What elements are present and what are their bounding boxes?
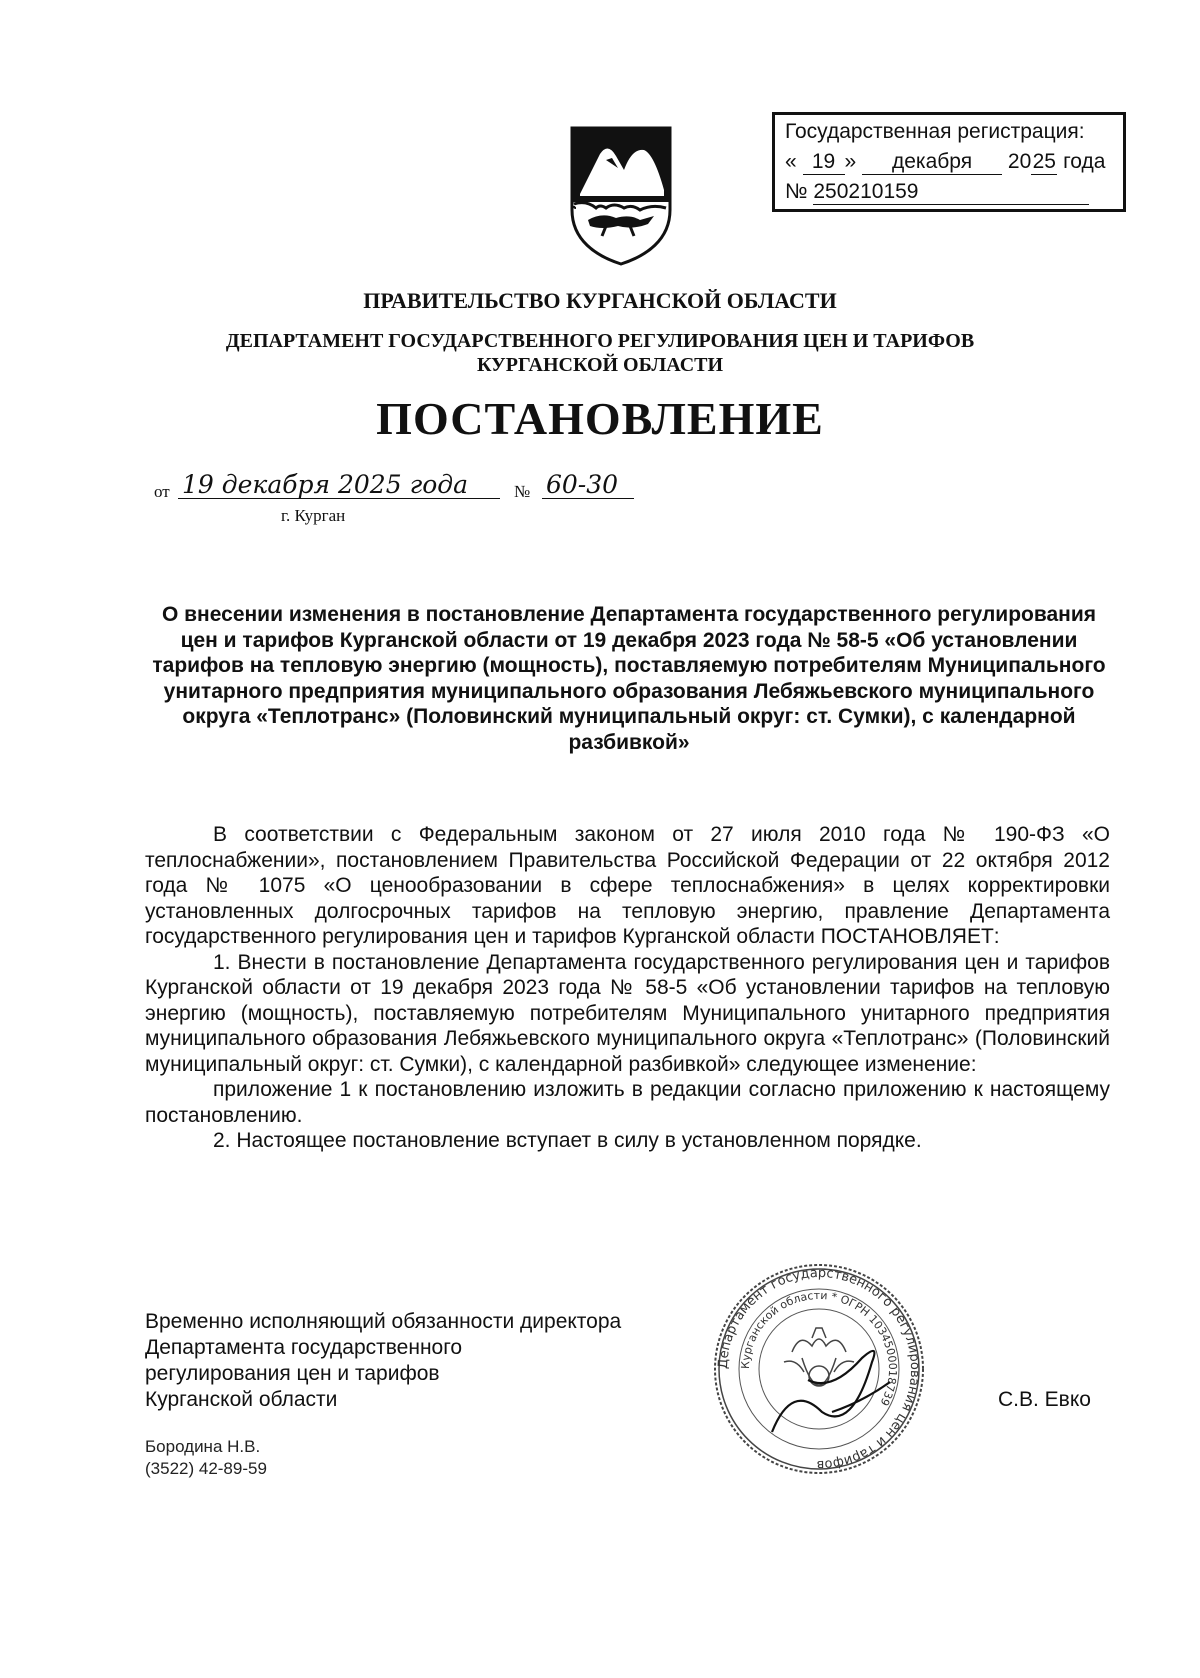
signature-scribble — [772, 1351, 890, 1432]
seal-inner-text: Курганской области * ОГРН 1034500018739 — [738, 1288, 900, 1408]
registration-year: 25 — [1032, 150, 1056, 173]
registration-stamp — [772, 112, 1126, 212]
official-seal — [712, 1262, 926, 1476]
department-heading: ДЕПАРТАМЕНТ ГОСУДАРСТВЕННОГО РЕГУЛИРОВАНИЯ ЦЕН И ТАРИФОВ — [225, 330, 975, 352]
number-label: № — [514, 482, 531, 501]
preamble-paragraph: В соответствии с Федеральным законом от 27 июля 2010 года № 190-ФЗ «О теплоснабжении», постановлением Правительства Российской Федерации от 22 октября 2012 года № 1075 «О ценообразовании в сфере теплоснабжения» в целях корректировки установленных долгосрочных тарифов на тепловую энергию, правление Департамента государственного регулирования цен и тарифов Курганской области ПОСТАНОВЛЯЕТ: — [145, 823, 1110, 948]
registration-day: 19 — [803, 150, 845, 175]
registration-month: декабря — [862, 150, 1002, 175]
resolution-subject: О внесении изменения в постановление Департамента государственного регулирования цен и тарифов Курганской области от 19 декабря 2023 года № 58-5 «Об установлении тарифов на тепловую энергию (мощность), поставляемую потребителям Муниципального унитарного предприятия муниципального образования Лебяжьевского муниципального округа «Теплотранс» (Половинский муниципальный округ: ст. Сумки), с календарной разбивкой» — [152, 603, 1106, 754]
item-2-paragraph: 2. Настоящее постановление вступает в силу в установленном порядке. — [213, 1129, 922, 1152]
executor-name: Бородина Н.В. — [145, 1437, 261, 1456]
registration-number: 250210159 — [813, 180, 1089, 205]
seal-outer-text: Департамент государственного регулирования цен и тарифов — [715, 1265, 923, 1473]
government-heading: ПРАВИТЕЛЬСТВО КУРГАНСКОЙ ОБЛАСТИ — [363, 288, 837, 313]
signatory-title: Временно исполняющий обязанности директора Департамента государственного регулирования цен и тарифов Курганской области — [145, 1310, 622, 1411]
department-heading-region: КУРГАНСКОЙ ОБЛАСТИ — [476, 354, 724, 376]
date-from-label: от — [154, 482, 170, 501]
signer-name: С.В. Евко — [998, 1388, 1091, 1411]
date-number-line — [150, 470, 670, 510]
executor-phone: (3522) 42-89-59 — [145, 1459, 267, 1478]
item-1-paragraph: 1. Внести в постановление Департамента государственного регулирования цен и тарифов Курганской области от 19 декабря 2023 года № 58-5 «Об установлении тарифов на тепловую энергию (мощность), поставляемую потребителям Муниципального унитарного предприятия муниципального образования Лебяжьевского муниципального округа «Теплотранс» (Половинский муниципальный округ: ст. Сумки), с календарной разбивкой» следующее изменение: — [145, 950, 1110, 1076]
handwritten-date: 19 декабря 2025 года — [178, 470, 500, 499]
city-label: г. Курган — [281, 506, 346, 525]
document-type-title: ПОСТАНОВЛЕНИЕ — [376, 393, 824, 444]
registration-label: Государственная регистрация: — [785, 120, 1085, 143]
coat-of-arms-icon — [566, 124, 676, 266]
executor-contact — [145, 1436, 267, 1480]
registration-date: « 19 » декабря 2025 года — [785, 150, 1106, 173]
handwritten-number: 60-30 — [542, 470, 634, 499]
item-1-change-paragraph: приложение 1 к постановлению изложить в редакции согласно приложению к настоящему постановлению. — [145, 1078, 1110, 1127]
resolution-body — [145, 822, 1110, 1154]
registration-number-row: № 250210159 — [785, 177, 1123, 207]
